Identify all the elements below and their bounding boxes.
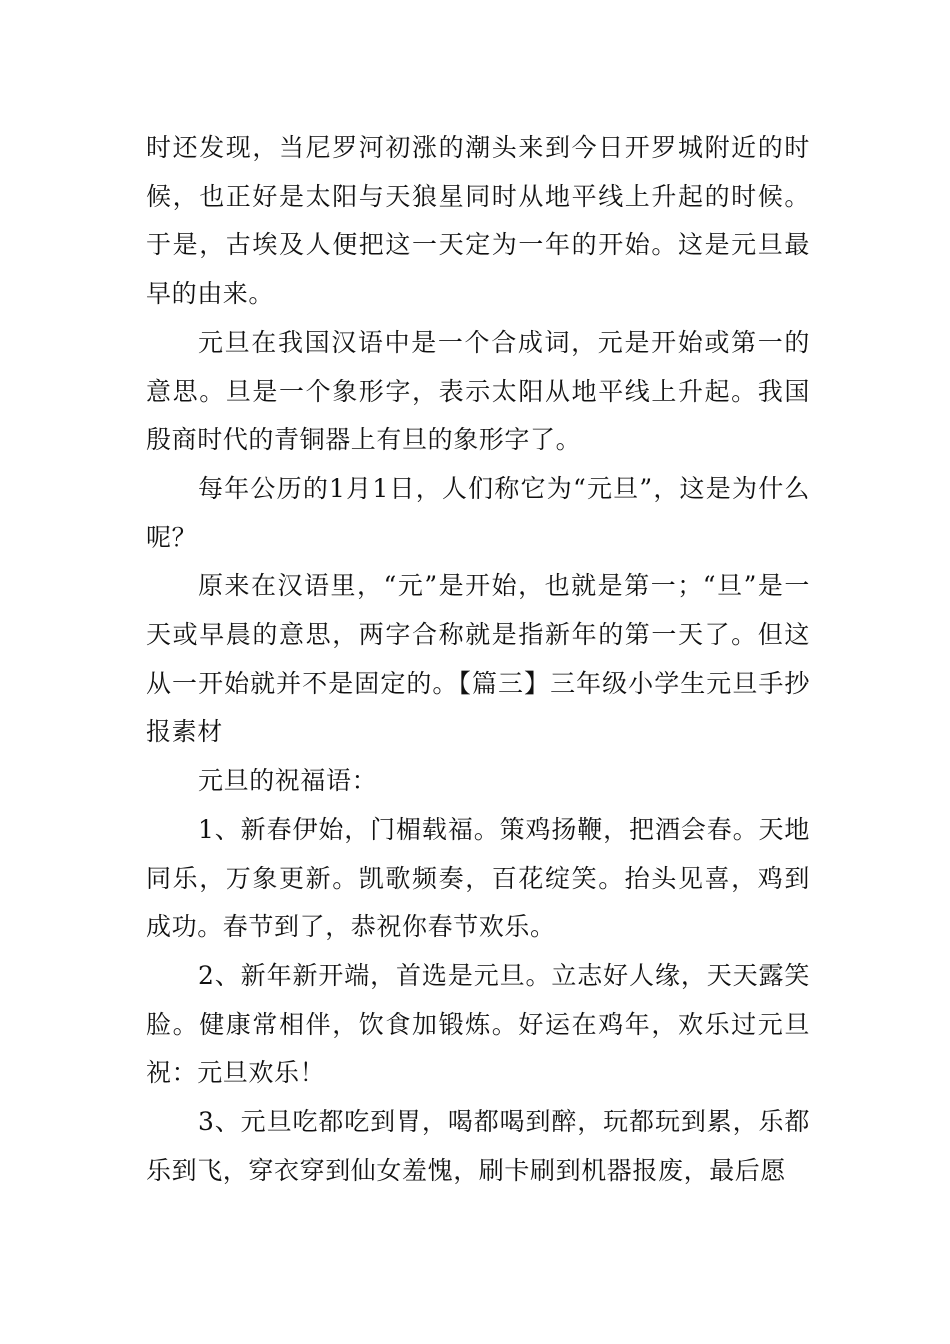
list-item: 3、元旦吃都吃到胃，喝都喝到醉，玩都玩到累，乐都乐到飞，穿衣穿到仙女羞愧，刷卡刷到机器报废，最后愿 — [146, 1107, 810, 1185]
paragraph: 元旦的祝福语： — [198, 766, 378, 796]
paragraph-continuation: 时还发现，当尼罗河初涨的潮头来到今日开罗城附近的时候，也正好是太阳与天狼星同时从地平线上升起的时候。于是，古埃及人便把这一天定为一年的开始。这是元旦最早的由来。 — [146, 133, 810, 309]
paragraph: 元旦在我国汉语中是一个合成词，元是开始或第一的意思。旦是一个象形字，表示太阳从地平线上升起。我国殷商时代的青铜器上有旦的象形字了。 — [146, 327, 810, 455]
list-item: 2、新年新开端，首选是元旦。立志好人缘，天天露笑脸。健康常相伴，饮食加锻炼。好运在鸡年，欢乐过元旦祝：元旦欢乐！ — [146, 960, 810, 1088]
paragraph: 原来在汉语里，“元”是开始，也就是第一；“旦”是一天或早晨的意思，两字合称就是指新年的第一天了。但这从一开始就并不是固定的。【篇三】三年级小学生元旦手抄报素材 — [146, 571, 810, 747]
list-item: 1、新春伊始，门楣载福。策鸡扬鞭，把酒会春。天地同乐，万象更新。凯歌频奏，百花绽笑。抬头见喜，鸡到成功。春节到了，恭祝你春节欢乐。 — [146, 814, 810, 942]
document-body — [146, 124, 810, 1195]
paragraph: 每年公历的1月1日，人们称它为“元旦”，这是为什么呢？ — [146, 473, 810, 552]
